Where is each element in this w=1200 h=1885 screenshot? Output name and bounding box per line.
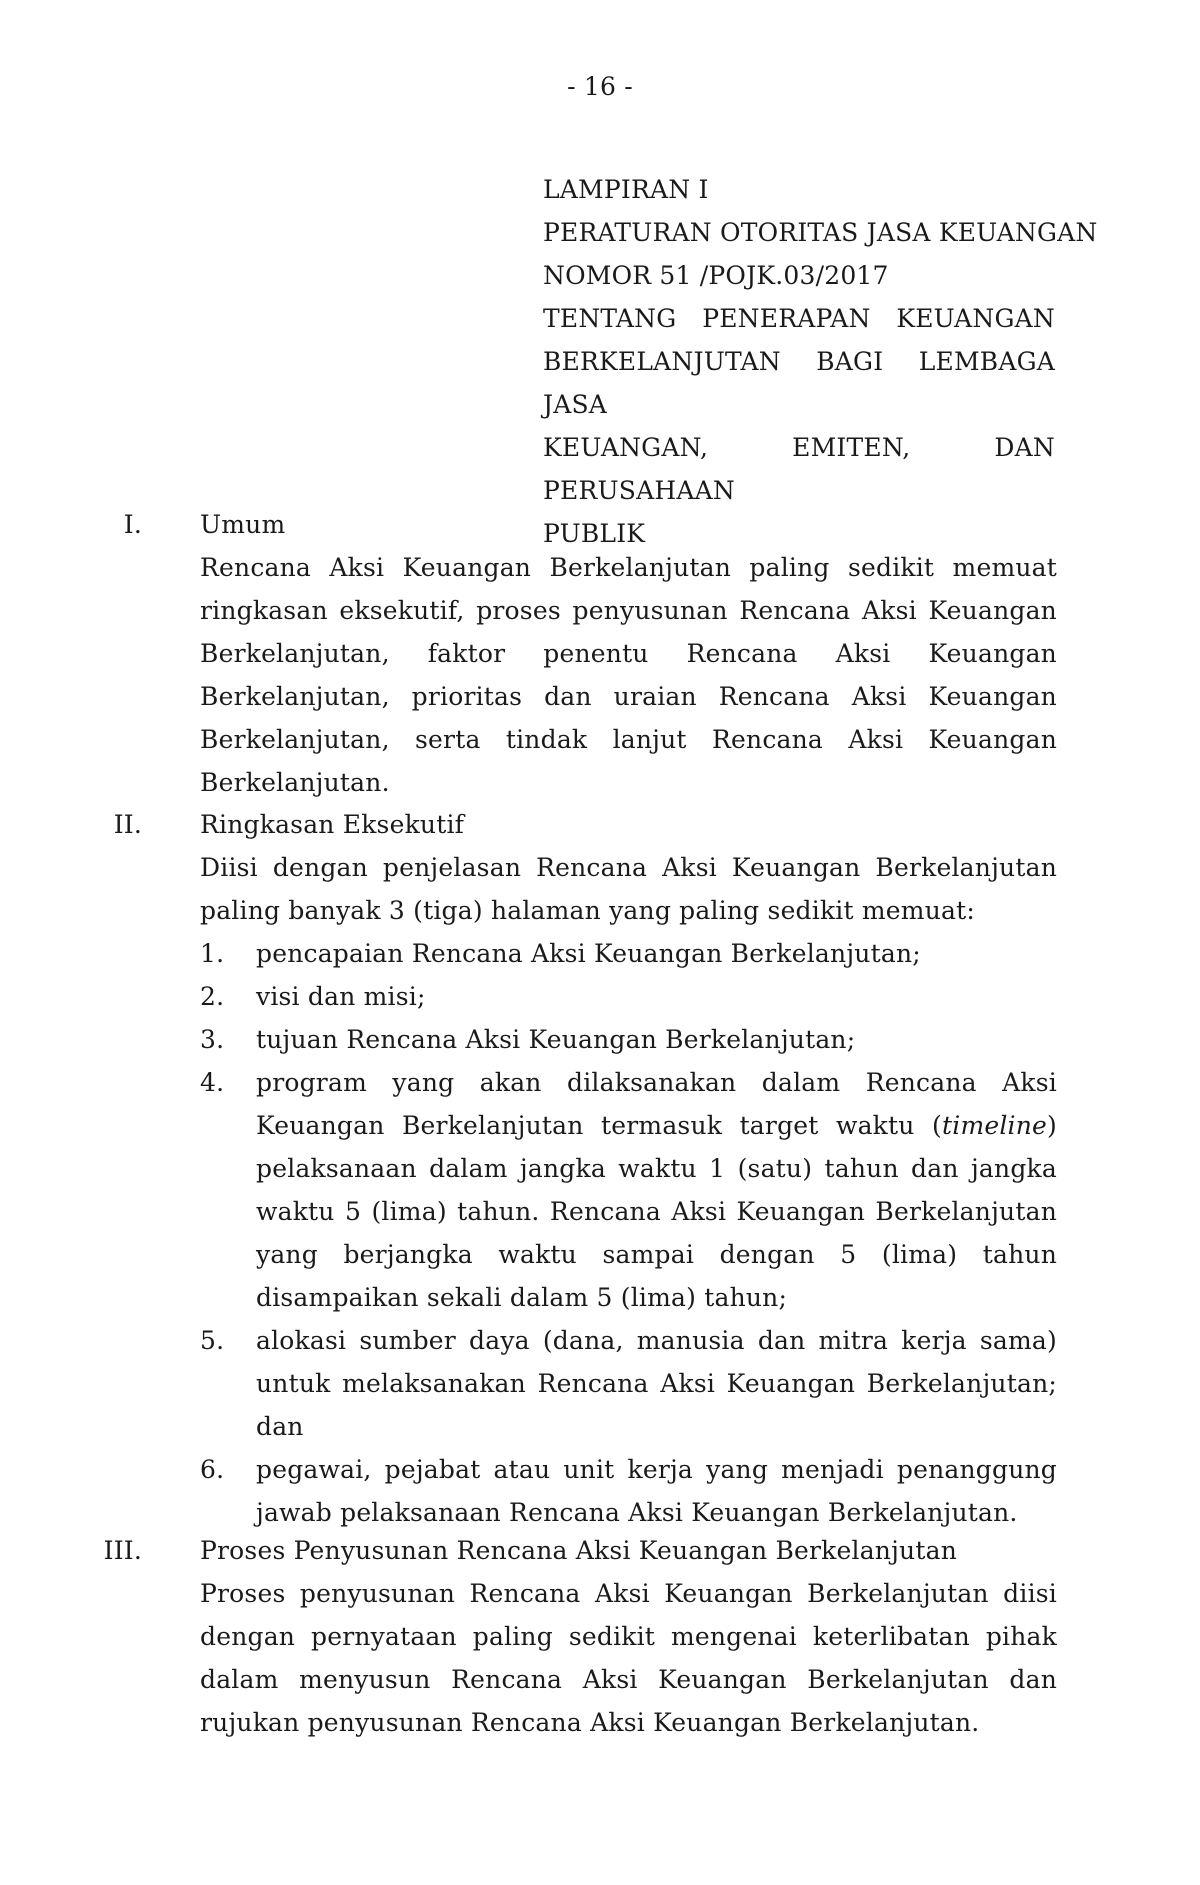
regulation-subject-line-3: KEUANGAN, EMITEN, DAN PERUSAHAAN [543, 433, 1055, 505]
regulation-subject-line-4: PUBLIK [543, 519, 646, 548]
page-number: - 16 - [567, 72, 633, 101]
list-item-text: pegawai, pejabat atau unit kerja yang menjadi penanggung jawab pelaksanaan Rencana Aksi Keuangan Berkelanjutan. [256, 1455, 1057, 1527]
section-number: I. [123, 510, 142, 539]
list-item-text: tujuan Rencana Aksi Keuangan Berkelanjutan; [256, 1025, 856, 1054]
list-item [200, 1448, 1057, 1534]
list-item [200, 1061, 1057, 1319]
list-item-number: 3. [200, 1025, 225, 1054]
regulation-subject-line-1: TENTANG PENERAPAN KEUANGAN [543, 304, 1055, 333]
list-item-text-part: ) pelaksanaan dalam jangka waktu 1 (satu) tahun dan jangka waktu 5 (lima) tahun. Rencana Aksi Keuangan Berkelanjutan yang berjangka waktu sampai dengan 5 (lima) tahun disampaikan sekali dalam 5 (lima) tahun; [256, 1111, 1057, 1312]
list-item [200, 1319, 1057, 1448]
section-title: Proses Penyusunan Rencana Aksi Keuangan Berkelanjutan [200, 1536, 958, 1565]
section-paragraph: Diisi dengan penjelasan Rencana Aksi Keuangan Berkelanjutan paling banyak 3 (tiga) halaman yang paling sedikit memuat: [200, 853, 1057, 925]
list-item-text: pencapaian Rencana Aksi Keuangan Berkelanjutan; [256, 939, 921, 968]
list-item-text: alokasi sumber daya (dana, manusia dan mitra kerja sama) untuk melaksanakan Rencana Aksi Keuangan Berkelanjutan; dan [256, 1326, 1057, 1441]
italic-term: timeline [942, 1111, 1048, 1140]
section-title: Umum [200, 510, 286, 539]
regulation-title: PERATURAN OTORITAS JASA KEUANGAN [543, 218, 1098, 247]
list-item-number: 6. [200, 1455, 225, 1484]
section-paragraph: Rencana Aksi Keuangan Berkelanjutan paling sedikit memuat ringkasan eksekutif, proses penyusunan Rencana Aksi Keuangan Berkelanjutan, faktor penentu Rencana Aksi Keuangan Berkelanjutan, prioritas dan uraian Rencana Aksi Keuangan Berkelanjutan, serta tindak lanjut Rencana Aksi Keuangan Berkelanjutan. [200, 553, 1057, 797]
list-item-text: visi dan misi; [256, 982, 426, 1011]
list-item-number: 4. [200, 1068, 225, 1097]
section-number: II. [113, 810, 142, 839]
section-paragraph: Proses penyusunan Rencana Aksi Keuangan Berkelanjutan diisi dengan pernyataan paling sedikit mengenai keterlibatan pihak dalam menyusun Rencana Aksi Keuangan Berkelanjutan dan rujukan penyusunan Rencana Aksi Keuangan Berkelanjutan. [200, 1579, 1057, 1737]
list-item-text-part: program yang akan dilaksanakan dalam Rencana Aksi Keuangan Berkelanjutan termasuk target waktu ( [256, 1068, 1057, 1140]
section-title: Ringkasan Eksekutif [200, 810, 465, 839]
section-number: III. [103, 1536, 142, 1565]
appendix-header [543, 168, 1098, 555]
list-item [200, 1018, 1057, 1061]
list-item [200, 932, 1057, 975]
regulation-subject-line-2: BERKELANJUTAN BAGI LEMBAGA JASA [543, 347, 1055, 419]
numbered-list [200, 932, 1057, 1534]
list-item-number: 2. [200, 982, 225, 1011]
list-item-text [256, 1068, 1057, 1312]
list-item [200, 975, 1057, 1018]
appendix-label: LAMPIRAN I [543, 175, 709, 204]
section-body [200, 803, 1057, 1534]
section-body [200, 1529, 1057, 1744]
regulation-number: NOMOR 51 /POJK.03/2017 [543, 261, 889, 290]
list-item-number: 5. [200, 1326, 225, 1355]
list-item-number: 1. [200, 939, 225, 968]
section-body [200, 503, 1057, 804]
